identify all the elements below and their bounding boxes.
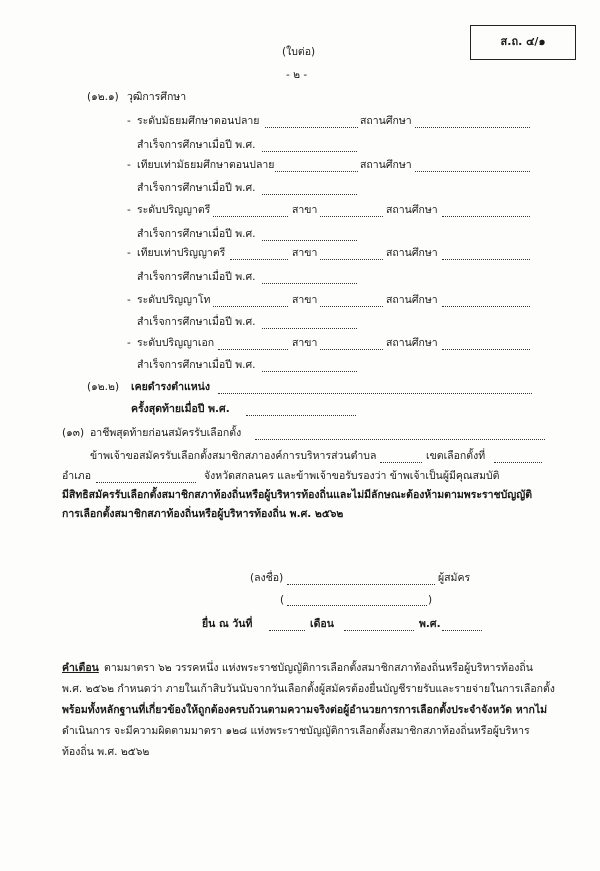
warning-line5: ท้องถิ่น พ.ศ. ๒๕๖๒ (62, 746, 150, 758)
school-name-field[interactable] (442, 258, 530, 260)
major-label: สาขา (292, 337, 318, 349)
declaration-line4: การเลือกตั้งสมาชิกสภาท้องถิ่นหรือผู้บริหารท้องถิ่น พ.ศ. ๒๕๖๒ (62, 508, 344, 520)
graduation-year-label: สำเร็จการศึกษาเมื่อปี พ.ศ. (137, 271, 256, 283)
education-level: ระดับปริญญาตรี (137, 204, 211, 216)
graduation-year-field[interactable] (262, 282, 357, 284)
education-bullet: - (127, 294, 131, 306)
major-label: สาขา (292, 204, 318, 216)
degree-field[interactable] (213, 215, 288, 217)
major-field[interactable] (320, 348, 383, 350)
education-section-title: วุฒิการศึกษา (127, 91, 187, 103)
district-field[interactable] (96, 481, 196, 483)
major-field[interactable] (320, 258, 383, 260)
school-name-field[interactable] (442, 305, 530, 307)
school-label: สถานศึกษา (386, 247, 438, 259)
education-bullet: - (127, 247, 131, 259)
education-level: ระดับปริญญาเอก (137, 337, 215, 349)
district-label: อำเภอ (62, 470, 92, 482)
name-paren-open: ( (280, 594, 285, 606)
graduation-year-label: สำเร็จการศึกษาเมื่อปี พ.ศ. (137, 359, 256, 371)
school-label: สถานศึกษา (360, 159, 412, 171)
school-name-field[interactable] (442, 215, 530, 217)
education-level: เทียบเท่าปริญญาตรี (137, 247, 226, 259)
graduation-year-field[interactable] (262, 239, 357, 241)
constituency-field[interactable] (494, 461, 542, 463)
education-section-label: (๑๒.๑) (87, 91, 119, 103)
education-bullet: - (127, 337, 131, 349)
form-code-box: ส.ถ. ๔/๑ (470, 25, 576, 60)
education-bullet: - (127, 204, 131, 216)
position-section-label: (๑๒.๒) (87, 381, 120, 393)
submit-year-label: พ.ศ. (419, 618, 441, 630)
major-field[interactable] (320, 215, 383, 217)
warning-line2: พ.ศ. ๒๕๖๒ กำหนดว่า ภายในเก้าสิบวันนับจากวันเลือกตั้งผู้สมัครต้องยื่นบัญชีรายรับและรายจ่ายในการเลือกตั้ง (62, 683, 555, 695)
name-paren-close: ) (428, 594, 433, 606)
continued-label: (ใบต่อ) (282, 46, 316, 58)
submit-date-label: ยื่น ณ วันที่ (202, 618, 253, 630)
school-label: สถานศึกษา (386, 337, 438, 349)
school-label: สถานศึกษา (360, 115, 412, 127)
education-level: ระดับมัธยมศึกษาตอนปลาย (137, 115, 260, 127)
degree-field[interactable] (218, 348, 288, 350)
school-field[interactable] (265, 126, 358, 128)
declaration-line2: จังหวัดสกลนคร และข้าพเจ้าขอรับรองว่า ข้าพเจ้าเป็นผู้มีคุณสมบัติ (204, 470, 500, 482)
major-field[interactable] (320, 305, 383, 307)
occupation-section-label: (๑๓) (62, 427, 85, 439)
school-label: สถานศึกษา (386, 204, 438, 216)
submit-day-field[interactable] (269, 629, 305, 631)
submit-year-field[interactable] (442, 629, 482, 631)
declaration-line1: ข้าพเจ้าขอสมัครรับเลือกตั้งสมาชิกสภาองค์การบริหารส่วนตำบล (90, 450, 377, 462)
position-last-year-label: ครั้งสุดท้ายเมื่อปี พ.ศ. (131, 403, 230, 415)
declaration-line3: มีสิทธิสมัครรับเลือกตั้งสมาชิกสภาท้องถิ่นหรือผู้บริหารท้องถิ่นและไม่มีลักษณะต้องห้ามตามพระราชบัญญัติ (62, 489, 533, 501)
warning-title: คำเตือน (62, 662, 99, 674)
graduation-year-label: สำเร็จการศึกษาเมื่อปี พ.ศ. (137, 228, 256, 240)
position-last-year-field[interactable] (246, 414, 356, 416)
degree-field[interactable] (213, 305, 288, 307)
graduation-year-field[interactable] (262, 193, 357, 195)
occupation-field[interactable] (255, 438, 545, 440)
education-level: เทียบเท่ามัธยมศึกษาตอนปลาย (137, 159, 275, 171)
submit-month-field[interactable] (344, 629, 414, 631)
graduation-year-label: สำเร็จการศึกษาเมื่อปี พ.ศ. (137, 182, 256, 194)
school-label: สถานศึกษา (386, 294, 438, 306)
submit-month-label: เดือน (310, 618, 334, 630)
warning-line4: ดำเนินการ จะมีความผิดตามมาตรา ๑๒๘ แห่งพระราชบัญญัติการเลือกตั้งสมาชิกสภาท้องถิ่นหรือผู้บริหาร (62, 725, 530, 737)
applicant-label: ผู้สมัคร (438, 572, 471, 584)
warning-line1: ตามมาตรา ๖๒ วรรคหนึ่ง แห่งพระราชบัญญัติการเลือกตั้งสมาชิกสภาท้องถิ่นหรือผู้บริหารท้องถิ่น (104, 662, 533, 674)
position-field[interactable] (218, 392, 532, 394)
graduation-year-field[interactable] (262, 327, 357, 329)
subdistrict-field[interactable] (380, 461, 422, 463)
signature-field[interactable] (287, 583, 435, 585)
graduation-year-label: สำเร็จการศึกษาเมื่อปี พ.ศ. (137, 139, 256, 151)
graduation-year-label: สำเร็จการศึกษาเมื่อปี พ.ศ. (137, 316, 256, 328)
school-name-field[interactable] (415, 126, 530, 128)
page-number: - ๒ - (286, 69, 308, 81)
degree-field[interactable] (230, 258, 288, 260)
graduation-year-field[interactable] (262, 150, 357, 152)
constituency-label: เขตเลือกตั้งที่ (426, 450, 486, 462)
school-name-field[interactable] (442, 348, 530, 350)
education-bullet: - (127, 159, 131, 171)
position-title: เคยดำรงตำแหน่ง (131, 381, 210, 393)
major-label: สาขา (292, 294, 318, 306)
warning-line3: พร้อมทั้งหลักฐานที่เกี่ยวข้องให้ถูกต้องครบถ้วนตามความจริงต่อผู้อำนวยการการเลือกตั้งประจำจังหวัด หากไม่ (62, 704, 548, 716)
major-label: สาขา (292, 247, 318, 259)
printed-name-field[interactable] (287, 604, 427, 606)
education-level: ระดับปริญญาโท (137, 294, 211, 306)
occupation-title: อาชีพสุดท้ายก่อนสมัครรับเลือกตั้ง (90, 427, 242, 439)
school-name-field[interactable] (415, 170, 530, 172)
school-field[interactable] (275, 170, 358, 172)
sign-label: (ลงชื่อ) (250, 572, 284, 584)
education-bullet: - (127, 115, 131, 127)
graduation-year-field[interactable] (262, 370, 357, 372)
